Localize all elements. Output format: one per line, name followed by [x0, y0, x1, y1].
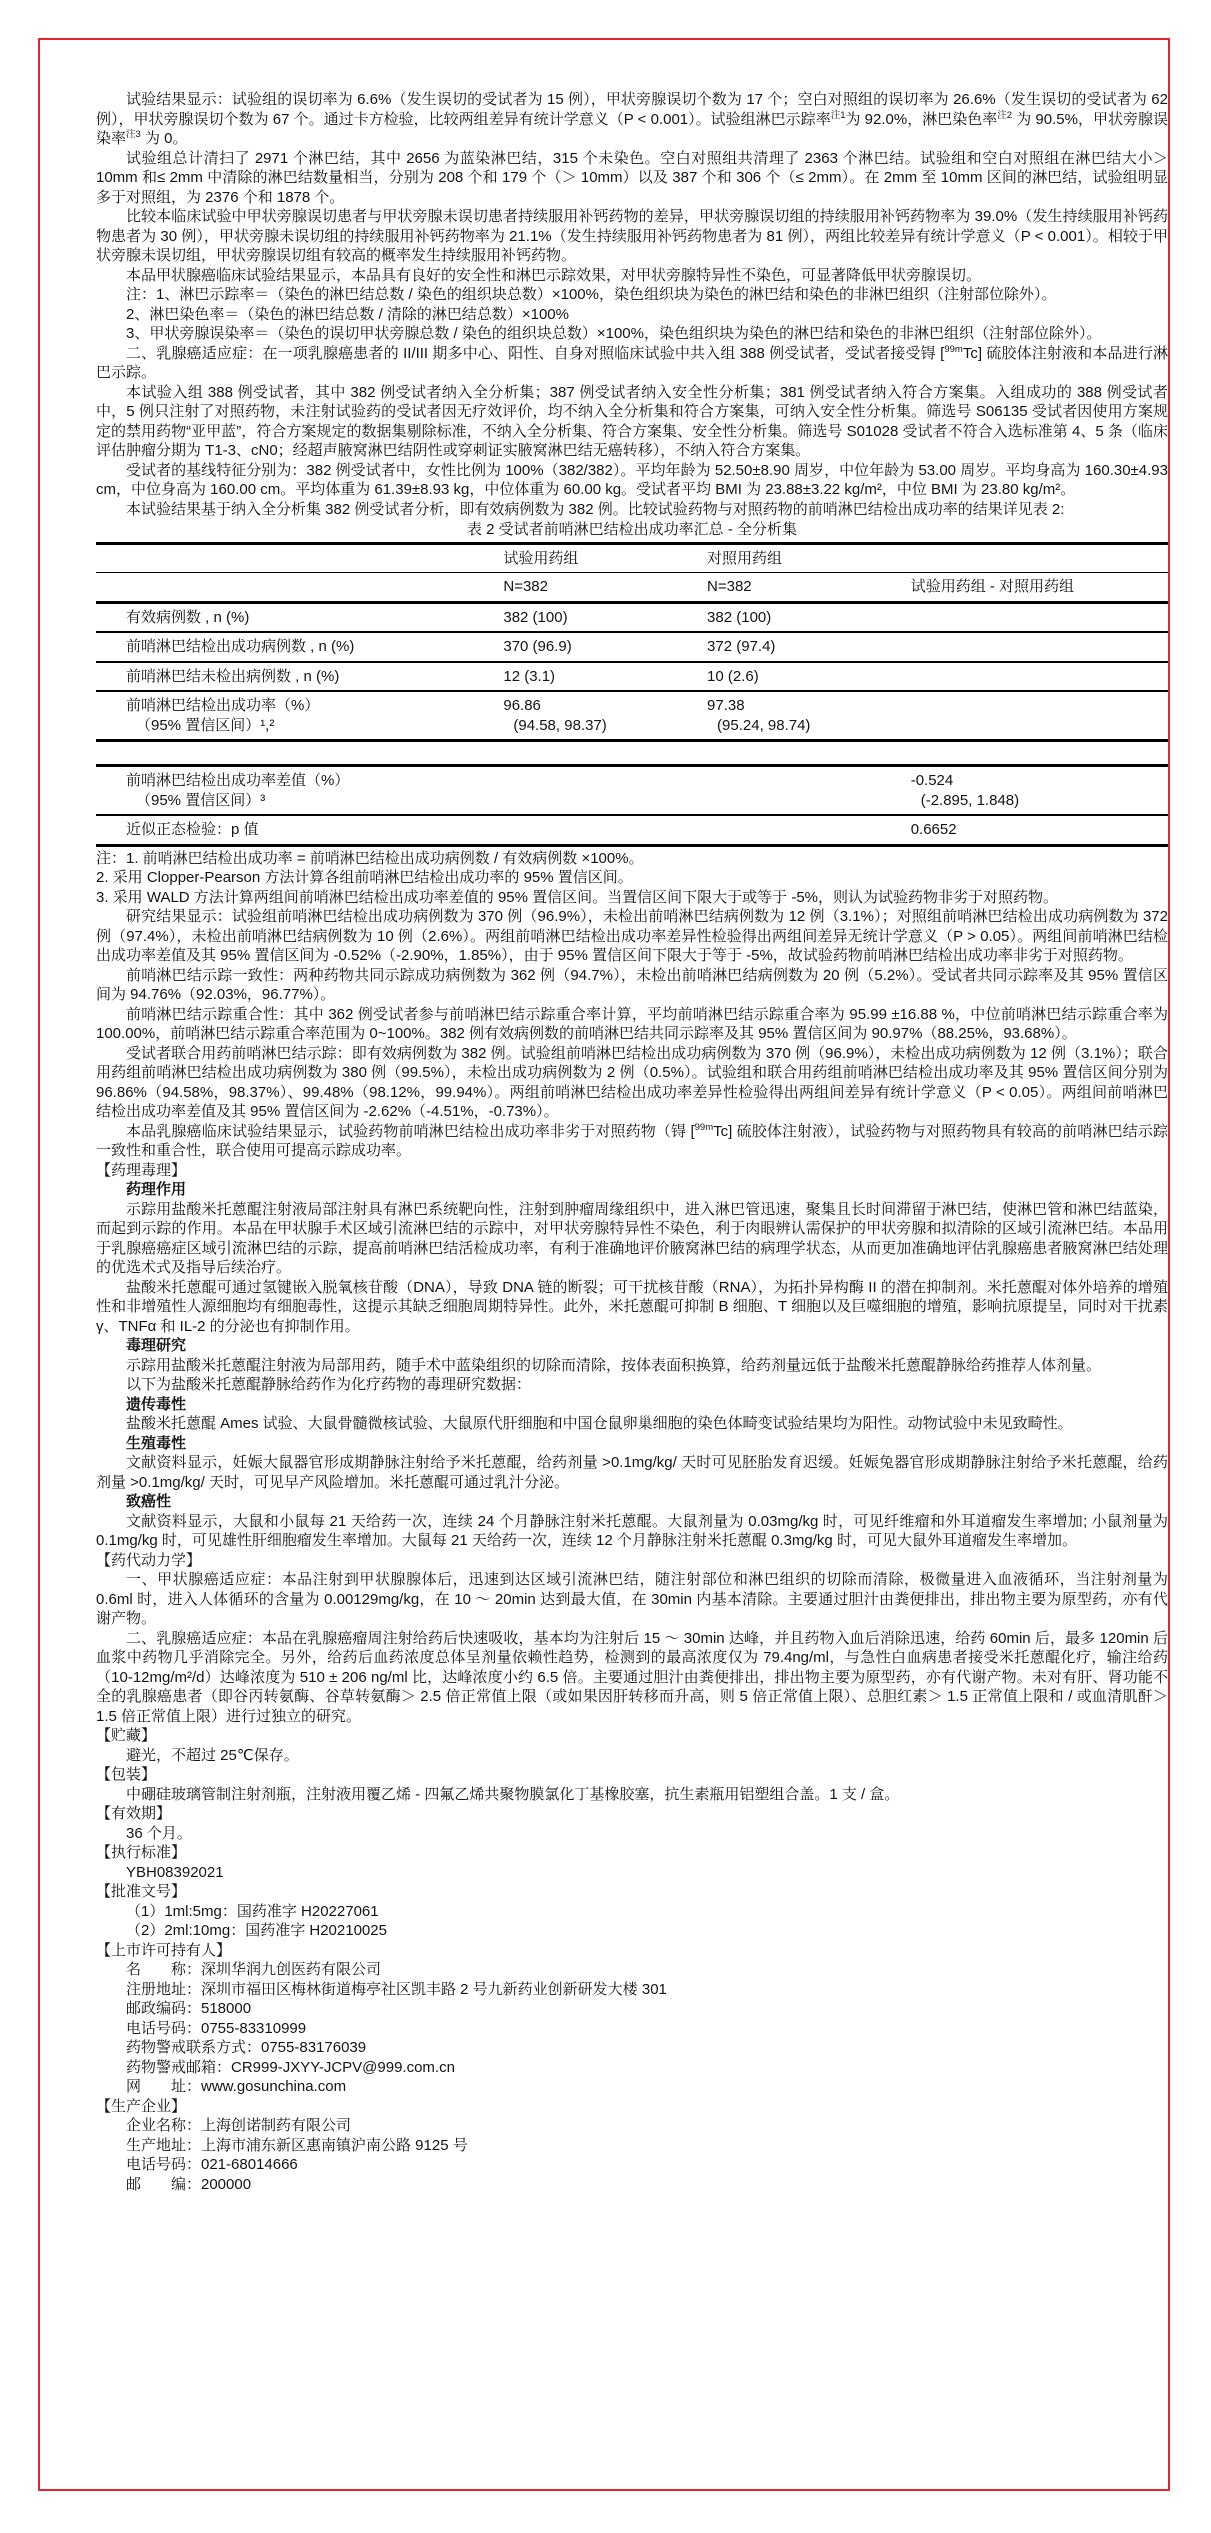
value-cell: N=382 — [503, 573, 707, 603]
paragraph: 一、甲状腺癌适应症：本品注射到甲状腺腺体后，迅速到达区域引流淋巴结，随注射部位和淋巴组织的切除而清除，极微量进入血液循环，当注射剂量为 0.6ml 时，进入人体循环的含量为 0.00129mg/kg，在 10 ～ 20min 达到最大值，在 30min 内基本清除。主要通过胆汁由粪便排出，排出物主要为原型药，亦有代谢产物。 — [96, 1571, 1168, 1627]
value-cell — [707, 815, 911, 845]
value-cell — [503, 815, 707, 845]
paragraph: 以下为盐酸米托蒽醌静脉给药作为化疗药物的毒理研究数据： — [126, 1376, 532, 1393]
subsection-heading: 生殖毒性 — [126, 1434, 187, 1452]
paragraph: 试验结果显示：试验组的误切率为 6.6%（发生误切的受试者为 15 例），甲状旁腺误切个数为 17 个；空白对照组的误切率为 26.6%（发生误切的受试者为 62 例），甲状旁腺误切个数为 67 个。通过卡方检验，比较两组差异有统计学意义（P < 0.001）。试验组淋巴示踪率$^{注1}$为 92.0%，淋巴染色率$^{注2}$ 为 90.5%，甲状旁腺误染率$^{注3}$ 为 0。 — [96, 91, 1168, 147]
paragraph: 前哨淋巴结示踪一致性：两种药物共同示踪成功病例数为 362 例（94.7%），未检出前哨淋巴结病例数为 20 例（5.2%）。受试者共同示踪率及其 95% 置信区间为 94.76%（92.03%，96.77%）。 — [96, 966, 1168, 1003]
value-cell — [503, 766, 707, 816]
section-heading: 【药理毒理】 — [96, 1161, 187, 1179]
value-cell: 370 (96.9) — [503, 632, 707, 662]
value-cell: 试验用药组 - 对照用药组 — [911, 573, 1168, 603]
paragraph: 网 址：www.gosunchina.com — [126, 2078, 347, 2095]
paragraph: 二、乳腺癌适应症：本品在乳腺癌瘤周注射给药后快速吸收，基本均为注射后 15 ～ 30min 达峰，并且药物入血后消除迅速，给药 60min 后，最多 120min 后血浆中药物几乎消除完全。另外，给药后血药浓度总体呈剂量依赖性趋势，检测到的最高浓度仅为 79.4ng/ml，与急性白血病患者接受米托蒽醌化疗，输注给药（10-12mg/m²/d）达峰浓度为 510 ± 206 ng/ml 比，达峰浓度小约 6.5 倍。主要通过胆汁由粪便排出，排出物主要为原型药，亦有代谢产物。未对有肝、肾功能不全的乳腺癌患者（即谷丙转氨酶、谷草转氨酶＞ 2.5 倍正常值上限（或如果因肝转移而升高，则 5 倍正常值上限）、总胆红素＞ 1.5 正常值上限和 / 或血清肌酐＞ 1.5 倍正常值上限）进行过独立的研究。 — [96, 1629, 1168, 1725]
paragraph: 36 个月。 — [126, 1824, 192, 1842]
paragraph: YBH08392021 — [126, 1863, 224, 1881]
table-note: 2. 采用 Clopper-Pearson 方法计算各组前哨淋巴结检出成功率的 95% 置信区间。 — [96, 869, 633, 886]
table-row — [96, 766, 1168, 816]
value-cell: N=382 — [707, 573, 911, 603]
value-cell: 0.6652 — [911, 815, 1168, 845]
paragraph: 文献资料显示，妊娠大鼠器官形成期静脉注射给予米托蒽醌，给药剂量 >0.1mg/kg/ 天时可见胚胎发育迟缓。妊娠兔器官形成期静脉注射给予米托蒽醌，给药剂量 >0.1mg/kg/ 天时，可见早产风险增加。米托蒽醌可通过乳汁分泌。 — [96, 1454, 1168, 1491]
paragraph: 本品甲状腺癌临床试验结果显示，本品具有良好的安全性和淋巴示踪效果，对甲状旁腺特异性不染色，可显著降低甲状旁腺误切。 — [126, 266, 982, 284]
insert-sections — [96, 849, 1168, 2195]
value-cell — [911, 662, 1168, 692]
paragraph: 受试者的基线特征分别为：382 例受试者中，女性比例为 100%（382/382）。平均年龄为 52.50±8.90 周岁，中位年龄为 53.00 周岁。平均身高为 160.30±4.93 cm，中位身高为 160.00 cm。平均体重为 61.39±8.93 kg，中位体重为 60.00 kg。受试者平均 BMI 为 23.88±3.22 kg/m²，中位 BMI 为 23.80 kg/m²。 — [96, 461, 1168, 498]
paragraph: 邮 编：200000 — [126, 2175, 252, 2193]
value-cell: 382 (100) — [707, 602, 911, 632]
section-heading: 【生产企业】 — [96, 2097, 187, 2115]
section-heading: 【上市许可持有人】 — [96, 1941, 232, 1959]
paragraph: 注册地址：深圳市福田区梅林街道梅亭社区凯丰路 2 号九新药业创新研发大楼 301 — [126, 1980, 667, 1998]
paragraph: 避光，不超过 25℃保存。 — [126, 1746, 299, 1764]
row-label-cell: 前哨淋巴结检出成功病例数 , n (%) — [96, 632, 503, 662]
paragraph: 3、甲状旁腺误染率＝（染色的误切甲状旁腺总数 / 染色的组织块总数）×100%，染色组织块为染色的淋巴结和染色的非淋巴组织（注射部位除外）。 — [126, 325, 1102, 342]
value-cell: 97.38 (95.24, 98.74) — [707, 691, 911, 741]
section-heading: 【有效期】 — [96, 1805, 172, 1822]
table-row — [96, 632, 1168, 662]
paragraph: （2）2ml:10mg：国药准字 H20210025 — [126, 1922, 387, 1939]
paragraph: 比较本临床试验中甲状旁腺误切患者与甲状旁腺未误切患者持续服用补钙药物的差异，甲状旁腺误切组的持续服用补钙药物率为 39.0%（发生持续服用补钙药物患者为 30 例），甲状旁腺未误切组的持续服用补钙药物率为 21.1%（发生持续服用补钙药物患者为 81 例），两组比较差异有统计学意义（P < 0.001）。相较于甲状旁腺未误切组，甲状旁腺误切组有较高的概率发生持续服用补钙药物。 — [96, 208, 1168, 264]
clinical-trial-text — [96, 90, 1168, 519]
subsection-heading: 遗传毒性 — [126, 1395, 187, 1413]
subsection-heading: 毒理研究 — [126, 1337, 187, 1354]
section-heading: 【贮藏】 — [96, 1727, 157, 1744]
paragraph: （1）1ml:5mg：国药准字 H20227061 — [126, 1902, 379, 1920]
row-label-cell: 有效病例数 , n (%) — [96, 602, 503, 632]
section-heading: 【执行标准】 — [96, 1844, 187, 1861]
paragraph: 中硼硅玻璃管制注射剂瓶，注射液用覆乙烯 - 四氟乙烯共聚物膜氯化丁基橡胶塞，抗生素瓶用铝塑组合盖。1 支 / 盒。 — [126, 1785, 900, 1803]
value-cell — [911, 691, 1168, 741]
paragraph: 2、淋巴染色率＝（染色的淋巴结总数 / 清除的淋巴结总数）×100% — [126, 305, 569, 323]
results-table-difference — [96, 764, 1168, 847]
subsection-heading: 药理作用 — [126, 1181, 187, 1198]
paragraph: 研究结果显示：试验组前哨淋巴结检出成功病例数为 370 例（96.9%），未检出前哨淋巴结病例数为 12 例（3.1%）；对照组前哨淋巴结检出成功病例数为 372 例（97.4%），未检出前哨淋巴结病例数为 10 例（2.6%）。两组前哨淋巴结检出成功率差异性检验得出两组间差异无统计学意义（P > 0.05）。两组间前哨淋巴结检出成功率差值及其 95% 置信区间为 -0.52%（-2.90%，1.85%），由于 95% 置信区间下限大于等于 -5%，故试验药物前哨淋巴结检出成功率非劣于对照药物。 — [96, 908, 1168, 964]
results-table-main — [96, 542, 1168, 743]
paragraph: 本试验结果基于纳入全分析集 382 例受试者分析，即有效病例数为 382 例。比较试验药物与对照药物的前哨淋巴结检出成功率的结果详见表 2: — [126, 500, 1065, 518]
table-row — [96, 691, 1168, 741]
paragraph: 盐酸米托蒽醌可通过氢键嵌入脱氧核苷酸（DNA），导致 DNA 链的断裂；可干扰核苷酸（RNA），为拓扑异构酶 II 的潜在抑制剂。米托蒽醌对体外培养的增殖性和非增殖性人源细胞均有细胞毒性，这提示其缺乏细胞周期特异性。此外，米托蒽醌可抑制 B 细胞、T 细胞以及巨噬细胞的增殖，影响抗原提呈，同时对干扰素 γ、TNFα 和 IL-2 的分泌也有抑制作用。 — [96, 1278, 1169, 1335]
insert-body-text — [96, 90, 1168, 2194]
value-cell: -0.524 (-2.895, 1.848) — [911, 766, 1168, 816]
value-cell — [911, 543, 1168, 573]
row-label-cell: 前哨淋巴结检出成功率差值（%） （95% 置信区间）³ — [96, 766, 503, 816]
table-note: 3. 采用 WALD 方法计算两组间前哨淋巴结检出成功率差值的 95% 置信区间。当置信区间下限大于或等于 -5%，则认为试验药物非劣于对照药物。 — [96, 888, 1058, 906]
value-cell: 382 (100) — [503, 602, 707, 632]
paragraph: 前哨淋巴结示踪重合性：其中 362 例受试者参与前哨淋巴结示踪重合率计算，平均前哨淋巴结示踪重合率为 95.99 ±16.88 %，中位前哨淋巴结示踪重合率为 100.00%，前哨淋巴结示踪重合率范围为 0~100%。382 例有效病例数的前哨淋巴结共同示踪率及其 95% 置信区间为 90.97%（88.25%，93.68%）。 — [96, 1005, 1168, 1042]
paragraph: 注：1、淋巴示踪率＝（染色的淋巴结总数 / 染色的组织块总数）×100%，染色组织块为染色的淋巴结和染色的非淋巴组织（注射部位除外）。 — [126, 286, 1057, 303]
table-caption: 表 2 受试者前哨淋巴结检出成功率汇总 - 全分析集 — [466, 521, 797, 538]
results-table — [96, 542, 1168, 847]
value-cell: 对照用药组 — [707, 543, 911, 573]
paragraph: 文献资料显示，大鼠和小鼠每 21 天给药一次，连续 24 个月静脉注射米托蒽醌。大鼠剂量为 0.03mg/kg 时，可见纤维瘤和外耳道瘤发生率增加; 小鼠剂量为 0.1mg/kg 时，可见雄性肝细胞瘤发生率增加。大鼠每 21 天给药一次，连续 12 个月静脉注射米托蒽醌 0.3mg/kg 时，可见大鼠外耳道瘤发生率增加。 — [96, 1512, 1168, 1549]
table-note: 注：1. 前哨淋巴结检出成功率 = 前哨淋巴结检出成功病例数 / 有效病例数 ×100%。 — [96, 849, 644, 867]
section-heading: 【药代动力学】 — [96, 1551, 202, 1569]
paragraph: 试验组总计清扫了 2971 个淋巴结，其中 2656 为蓝染淋巴结，315 个未染色。空白对照组共清理了 2363 个淋巴结。试验组和空白对照组在淋巴结大小＞ 10mm 和≤ 2mm 中清除的淋巴结数量相当，分别为 208 个和 179 个（＞ 10mm）以及 387 个和 306 个（≤ 2mm）。在 2mm 至 10mm 区间的淋巴结，试验组明显多于对照组，为 2376 个和 1878 个。 — [96, 149, 1168, 206]
table-row — [96, 815, 1168, 845]
value-cell: 372 (97.4) — [707, 632, 911, 662]
value-cell: 12 (3.1) — [503, 662, 707, 692]
table-row — [96, 662, 1168, 692]
table-row — [96, 543, 1168, 573]
paragraph: 二、乳腺癌适应症：在一项乳腺癌患者的 II/III 期多中心、阳性、自身对照临床试验中共入组 388 例受试者，受试者接受锝 [$^{99m}$Tc] 硫胶体注射液和本品进行淋巴示踪。 — [96, 343, 1168, 381]
paragraph: 电话号码：0755-83310999 — [126, 2019, 307, 2037]
row-label-cell — [96, 543, 503, 573]
value-cell: 试验用药组 — [503, 543, 707, 573]
row-label-cell — [96, 573, 503, 603]
paragraph: 电话号码：021-68014666 — [126, 2156, 298, 2173]
row-label-cell: 近似正态检验：p 值 — [96, 815, 503, 845]
paragraph: 示踪用盐酸米托蒽醌注射液为局部用药，随手术中蓝染组织的切除而清除，按体表面积换算，给药剂量远低于盐酸米托蒽醌静脉给药推荐人体剂量。 — [126, 1356, 1102, 1374]
paragraph: 企业名称：上海创诺制药有限公司 — [126, 2117, 352, 2134]
paragraph: 生产地址：上海市浦东新区惠南镇沪南公路 9125 号 — [126, 2136, 468, 2154]
paragraph: 邮政编码：518000 — [126, 2000, 252, 2017]
paragraph: 本品乳腺癌临床试验结果显示，试验药物前哨淋巴结检出成功率非劣于对照药物（锝 [$^{99m}$Tc] 硫胶体注射液），试验药物与对照药物具有较高的前哨淋巴结示踪一致性和重合性，联合使用可提高示踪成功率。 — [96, 1121, 1169, 1159]
subsection-heading: 致癌性 — [126, 1493, 172, 1510]
paragraph: 受试者联合用药前哨淋巴结示踪：即有效病例数为 382 例。试验组前哨淋巴结检出成功病例数为 370 例（96.9%），未检出成功病例数为 12 例（3.1%）；联合用药组前哨淋巴结检出成功病例数为 380 例（99.5%），未检出成功病例数为 2 例（0.5%）。试验组和联合用药组前哨淋巴结检出成功率及其 95% 置信区间分别为 96.86%（94.58%，98.37%）、99.48%（98.12%，99.94%）。两组前哨淋巴结检出成功率差异性检验得出两组间差异有统计学意义（P < 0.05）。两组间前哨淋巴结检出成功率差值及其 95% 置信区间为 -2.62%（-4.51%，-0.73%）。 — [96, 1044, 1168, 1120]
paragraph: 本试验入组 388 例受试者，其中 382 例受试者纳入全分析集；387 例受试者纳入安全性分析集；381 例受试者纳入符合方案集。入组成功的 388 例受试者中，5 例只注射了对照药物，未注射试验药的受试者因无疗效评价，均不纳入全分析集和符合方案集，可纳入安全性分析集。筛选号 S06135 受试者因使用方案规定的禁用药物“亚甲蓝”，符合方案规定的数据集剔除标准，不纳入全分析集、符合方案集、安全性分析集。筛选号 S01028 受试者不符合入选标准第 4、5 条（临床评估肿瘤分期为 T1-3、cN0；经超声腋窝淋巴结阴性或穿刺证实腋窝淋巴结无癌转移），不纳入符合方案集。 — [96, 383, 1168, 459]
paragraph: 名 称：深圳华润九创医药有限公司 — [126, 1961, 382, 1978]
table-row — [96, 602, 1168, 632]
paragraph: 药物警戒邮箱：CR999-JXYY-JCPV@999.com.cn — [126, 2058, 455, 2076]
paragraph: 盐酸米托蒽醌 Ames 试验、大鼠骨髓微核试验、大鼠原代肝细胞和中国仓鼠卵巢细胞的染色体畸变试验结果均为阳性。动物试验中未见致畸性。 — [126, 1415, 1073, 1432]
paragraph: 示踪用盐酸米托蒽醌注射液局部注射具有淋巴系统靶向性，注射到肿瘤周缘组织中，进入淋巴管迅速，聚集且长时间滞留于淋巴结，使淋巴管和淋巴结蓝染，而起到示踪的作用。本品在甲状腺手术区域引流淋巴结的示踪中，对甲状旁腺特异性不染色，利于肉眼辨认需保护的甲状旁腺和拟清除的区域引流淋巴结。本品用于乳腺癌癌症区域引流淋巴结的示踪，提高前哨淋巴结活检成功率，有利于准确地评价腋窝淋巴结的病理学状态，从而更加准确地评估乳腺癌患者腋窝淋巴结处理的优选术式及指导后续治疗。 — [96, 1200, 1168, 1276]
section-heading: 【包装】 — [96, 1766, 157, 1783]
value-cell: 96.86 (94.58, 98.37) — [503, 691, 707, 741]
row-label-cell: 前哨淋巴结未检出病例数 , n (%) — [96, 662, 503, 692]
value-cell — [707, 766, 911, 816]
value-cell: 10 (2.6) — [707, 662, 911, 692]
value-cell — [911, 602, 1168, 632]
table-row — [96, 573, 1168, 603]
row-label-cell: 前哨淋巴结检出成功率（%） （95% 置信区间）¹,² — [96, 691, 503, 741]
section-heading: 【批准文号】 — [96, 1883, 187, 1900]
paragraph: 药物警戒联系方式：0755-83176039 — [126, 2039, 367, 2056]
value-cell — [911, 632, 1168, 662]
